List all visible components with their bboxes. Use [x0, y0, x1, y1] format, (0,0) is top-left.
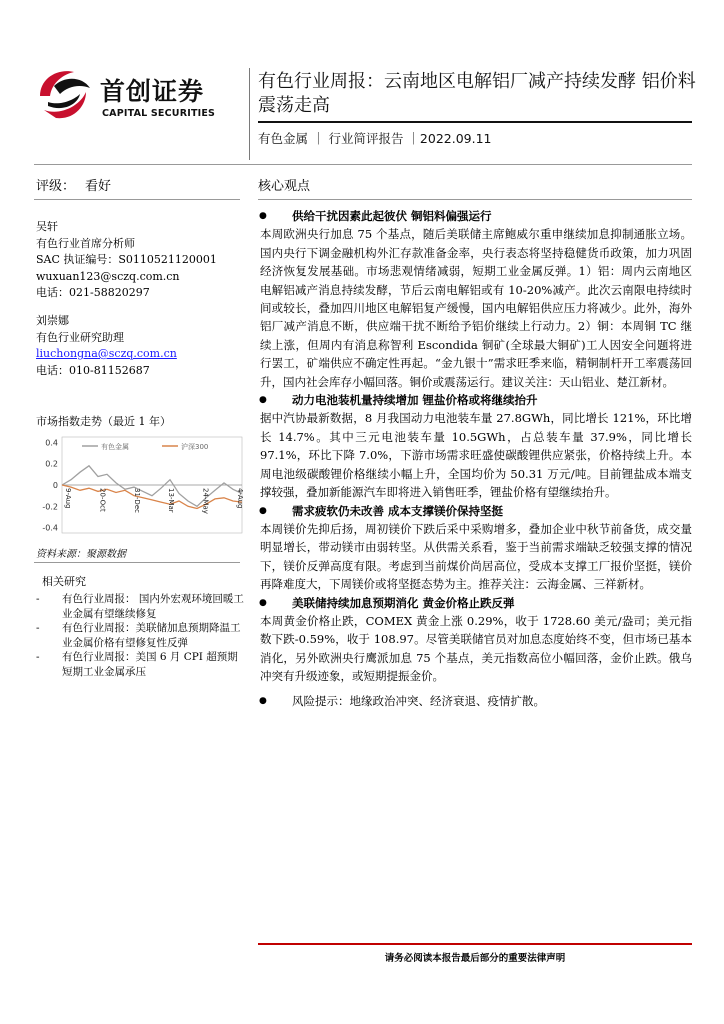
- x-tick-label: 31-Dec: [132, 488, 141, 513]
- bullet-icon: ●: [259, 211, 267, 221]
- y-tick-label: 0.2: [45, 459, 58, 469]
- analyst-role: 有色行业研究助理: [36, 330, 124, 344]
- related-item-dash: -: [36, 651, 40, 663]
- rating: [36, 175, 121, 194]
- legend-label: 沪深300: [181, 443, 209, 451]
- right-rule: [258, 199, 692, 200]
- rating-label: 评级：: [36, 179, 76, 194]
- related-research-list: [36, 592, 246, 679]
- brand-name-en: CAPITAL SECURITIES: [102, 108, 216, 119]
- related-item[interactable]: [36, 650, 246, 679]
- bullet-icon: ●: [259, 695, 267, 706]
- related-research-title: 相关研究: [42, 575, 86, 588]
- chart-rule: [34, 562, 240, 563]
- section-body: 据中汽协最新数据，8 月我国动力电池装车量 27.8GWh，同比增长 121%，环比增长 14.7%。其中三元电池装车量 10.5GWh，占总装车量 37.9%，同比增长 97.1%，环比下降 7.0%，下游市场需求旺盛使碳酸锂供应紧张，价格持续上升。本周电池级碳酸锂价格继续小幅上升，全国均价为 50.31 万元/吨。目前锂盐成本端支撑较强，叠加新能源汽车即将进入销售旺季，锂盐价格有望继续抬升。: [260, 411, 692, 500]
- legal-notice: 请务必阅读本报告最后部分的重要法律声明: [384, 953, 566, 964]
- section-magnesium: [260, 502, 692, 594]
- market-index-chart: [36, 431, 246, 541]
- analyst-sac: SAC 执证编号：S0110521120001: [36, 253, 217, 266]
- legend-label: 有色金属: [101, 443, 129, 451]
- related-item[interactable]: [36, 592, 246, 621]
- analyst-email-link[interactable]: liuchongna@sczq.com.cn: [36, 347, 177, 360]
- header-rule: [34, 164, 692, 165]
- report-subtitle: 有色金属 ｜ 行业简评报告 ｜2022.09.11: [258, 131, 492, 146]
- section-body: 本周黄金价格止跌，COMEX 黄金上涨 0.29%，收于 1728.60 美元/盎司；美元指数下跌-0.59%，收于 108.97。尽管美联储官员对加息态度始终不变，但市场已基本消化，另外欧洲央行鹰派加息 75 个基点，美元指数高位小幅回落，金价止跌。俄乌冲突有升级迹象，或短期提振金价。: [260, 613, 692, 684]
- chart-source: 资料来源：聚源数据: [36, 549, 126, 560]
- analyst-name: 刘崇娜: [36, 314, 69, 327]
- title-underline: [258, 121, 692, 123]
- related-item-text: 有色行业周报： 国内外宏观环境回暖工业金属有望继续修复: [62, 593, 244, 620]
- series-line-csi300: [62, 485, 242, 509]
- y-tick-label: 0: [52, 481, 58, 490]
- analyst-phone: 电话：021-58820297: [36, 286, 150, 299]
- section-supply: [260, 207, 692, 391]
- related-item-text: 有色行业周报：美联储加息预期降温工业金属价格有望修复性反弹: [62, 622, 241, 649]
- risk-warning: 风险提示：地缘政治冲突、经济衰退、疫情扩散。: [292, 693, 545, 708]
- section-gold: [260, 594, 692, 686]
- related-item-dash: -: [36, 622, 40, 634]
- x-tick-label: 4-Aug: [236, 488, 244, 509]
- related-item-dash: -: [36, 593, 40, 605]
- rating-value: 看好: [85, 179, 112, 194]
- x-tick-label: 24-May: [201, 488, 210, 514]
- company-logo: [34, 62, 234, 128]
- analyst-email[interactable]: wuxuan123@sczq.com.cn: [36, 269, 180, 283]
- section-body: 本周镁价先抑后扬，周初镁价下跌后采中采购增多，叠加企业中秋节前备货，成交量明显增长，带动镁市由弱转坚。从供需关系看，鉴于当前需求端缺乏较强支撑的情况下，镁价反弹高度有限。考虑到当前煤价尚居高位，受成本支撑工厂报价坚挺，镁价再降难度大，下周镁价或将坚挺态势为主。推荐关注：云海金属、三祥新材。: [260, 521, 692, 592]
- related-item[interactable]: [36, 621, 246, 650]
- analyst-card: [36, 219, 246, 302]
- x-tick-label: 9-Aug: [64, 488, 72, 509]
- bullet-icon: ●: [259, 597, 267, 608]
- header-divider: [249, 68, 250, 160]
- section-heading: 需求疲软仍未改善 成本支撑镁价保持坚挺: [292, 503, 504, 518]
- section-risk: [260, 692, 692, 710]
- brand-name-cn: 首创证券: [100, 77, 205, 106]
- analyst-role: 有色行业首席分析师: [36, 236, 135, 250]
- section-body: 本周欧洲央行加息 75 个基点，随后美联储主席鲍威尔重申继续加息抑制通胀立场。国内央行下调金融机构外汇存款准备金率，央行表态将坚持稳健货币政策，加力巩固经济恢复发展基础。市场悲观情绪减弱，短期工业金属反弹。1）铝：周内云南地区电解铝减产消息持续发酵，节后云南电解铝或有 10-20%减产。此次云南限电持续时间或较长，叠加四川地区电解铝复产缓慢，国内电解铝供应压力将减少。此外，海外铝厂减产消息不断，供应端干扰不断给予铝价继续上行动力。2）铜：本周铜 TC 继续上涨，但周内有消息称智利 Escondida 铜矿(全球最大铜矿)工人因安全问题将进行罢工，矿端供应不确定性再起。“金九银十”需求旺季来临，精铜制杆开工率震荡回升，国内社会库存小幅回落。铜价或震荡运行。建议关注：天山铝业、楚江新材。: [260, 227, 692, 389]
- report-title: 有色行业周报：云南地区电解铝厂减产持续发酵 铝价料震荡走高: [258, 71, 696, 116]
- analyst-card: [36, 313, 246, 379]
- chart-svg: [36, 431, 246, 541]
- footer-rule: [258, 943, 692, 945]
- y-tick-label: 0.4: [45, 438, 58, 448]
- section-battery: [260, 391, 692, 501]
- section-heading: 动力电池装机量持续增加 锂盐价格或将继续抬升: [292, 393, 538, 408]
- chart-title: 市场指数走势（最近 1 年）: [36, 415, 171, 428]
- analyst-phone: 电话：010-81152687: [36, 363, 150, 377]
- related-item-text: 有色行业周报：美国 6 月 CPI 超预期短期工业金属承压: [62, 651, 238, 678]
- core-views-title: 核心观点: [258, 179, 311, 194]
- x-tick-label: 20-Oct: [98, 488, 107, 512]
- left-rule: [34, 199, 240, 200]
- capital-securities-logo-icon: [34, 66, 96, 122]
- bullet-icon: ●: [259, 395, 267, 406]
- x-tick-label: 13-Mar: [167, 488, 176, 513]
- section-heading: 供给干扰因素此起彼伏 铜铝料偏强运行: [292, 209, 492, 223]
- y-tick-label: -0.2: [42, 502, 58, 512]
- y-tick-label: -0.4: [42, 523, 58, 533]
- bullet-icon: ●: [259, 505, 267, 516]
- core-views-body: [260, 207, 692, 710]
- section-heading: 美联储持续加息预期消化 黄金价格止跌反弹: [292, 595, 515, 610]
- analyst-name: 吴轩: [36, 220, 58, 233]
